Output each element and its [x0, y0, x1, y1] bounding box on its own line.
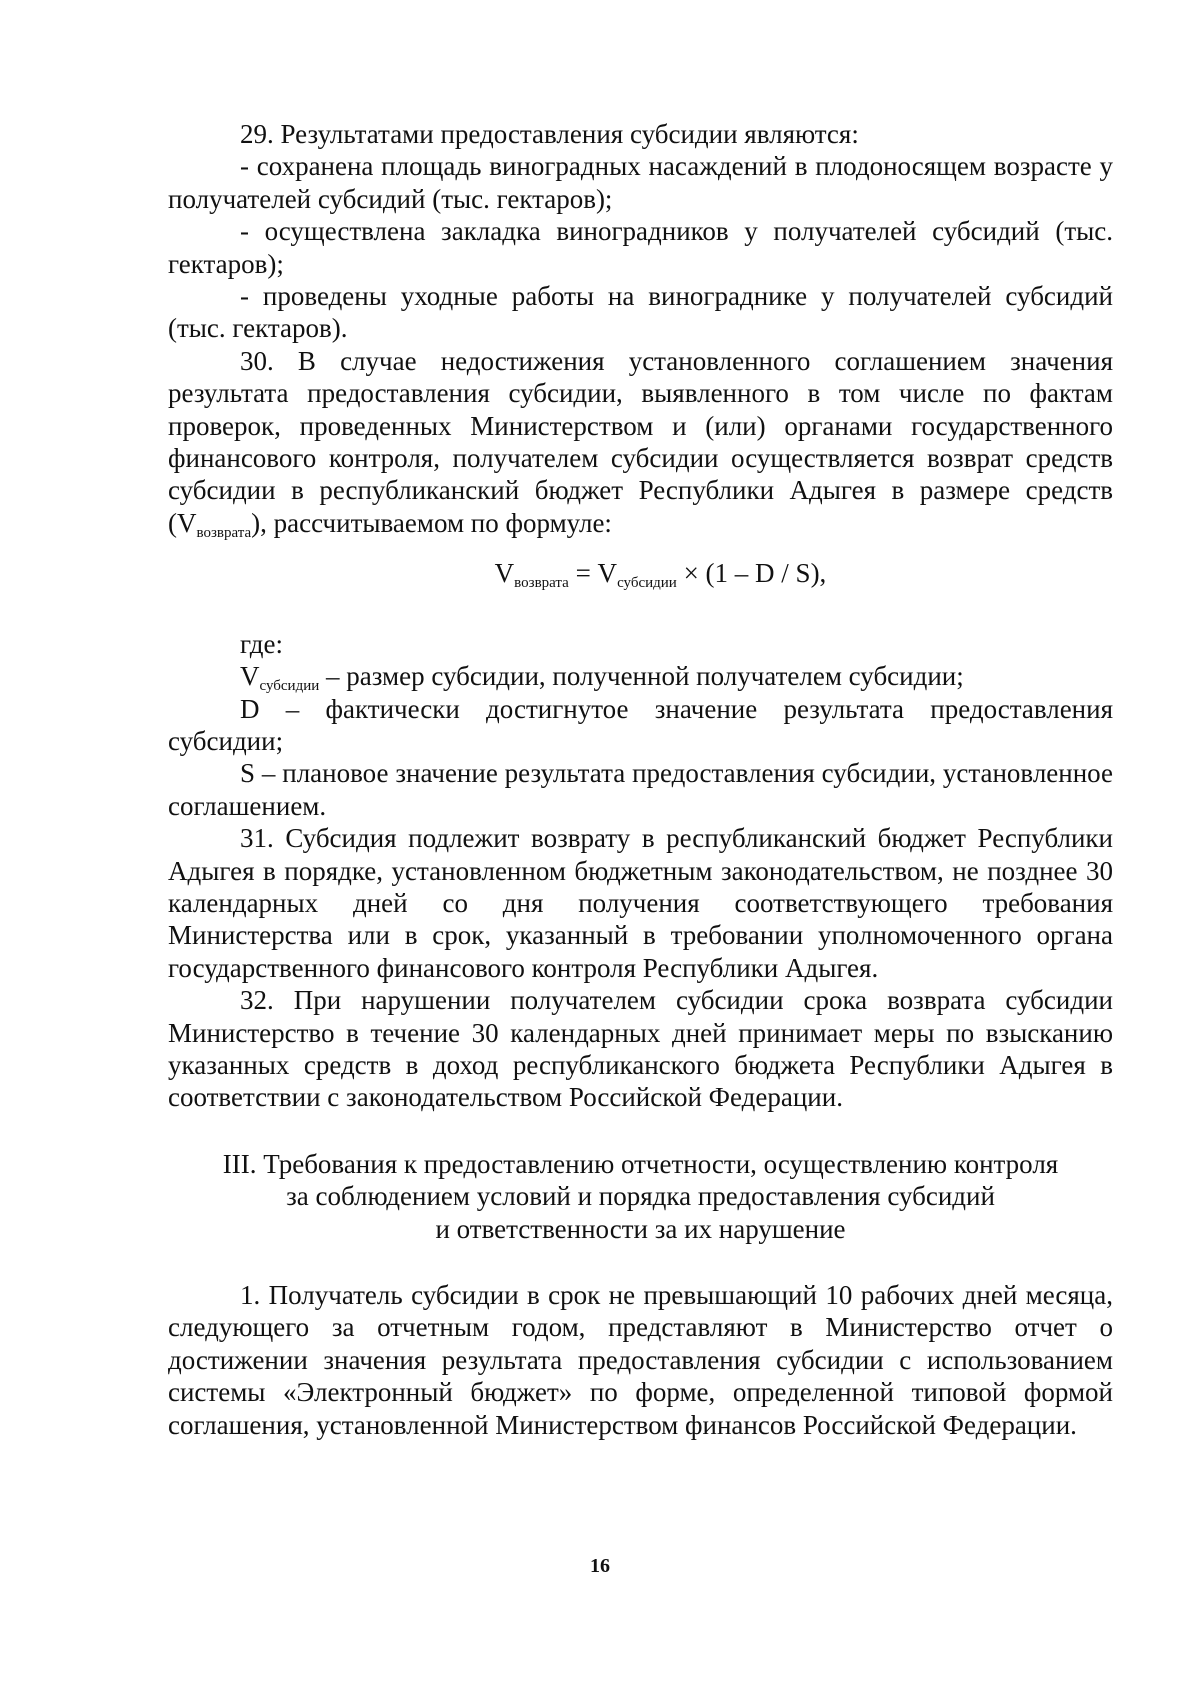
- where-label: где:: [240, 628, 283, 659]
- formula-eq: = V: [568, 558, 618, 589]
- paragraph-29: 29. Результатами предоставления субсидии являются:: [240, 119, 859, 149]
- refund-formula: [168, 557, 1113, 592]
- definition-vsubsidy: [168, 660, 1113, 695]
- section-heading: [168, 1148, 1113, 1245]
- paragraph-30-text: 30. В случае недостижения установленного соглашением значения результата предоставления субсидии, выявленного в том числе по фактам проверок, проведенных Министерством и (или) органами государственного финансового контроля, получателем субсидии осуществляется возврат средств субсидии в республиканский бюджет Республики Адыгея в размере средств (V: [168, 345, 1113, 538]
- section-heading-line-1: III. Требования к предоставлению отчетности, осуществлению контроля: [222, 1148, 1059, 1179]
- formula-v2-subscript: субсидии: [617, 575, 677, 592]
- formula-v1: V: [494, 558, 515, 589]
- document-body: [168, 118, 1113, 1441]
- paragraph-32: 32. При нарушении получателем субсидии срока возврата субсидии Министерство в течение 30 календарных дней принимает меры по взысканию указанных средств в доход республиканского бюджета Республики Адыгея в соответствии с законодательством Российской Федерации.: [168, 985, 1113, 1113]
- page-number: 16: [590, 1555, 610, 1577]
- result-item-2: - осуществлена закладка виноградников у получателей субсидий (тыс. гектаров);: [168, 216, 1113, 279]
- definition-s: S – плановое значение результата предоставления субсидии, установленное соглашением.: [168, 758, 1113, 821]
- formula-v1-subscript: возврата: [514, 575, 569, 592]
- definition-vsubsidy-v: V: [240, 661, 260, 692]
- section-heading-line-2: за соблюдением условий и порядка предоставления субсидий: [286, 1181, 995, 1212]
- result-item-1: - сохранена площадь виноградных насаждений в плодоносящем возрасте у получателей субсидий (тыс. гектаров);: [168, 151, 1113, 214]
- formula-rest: × (1 – D / S),: [676, 558, 827, 589]
- definition-d: D – фактически достигнутое значение результата предоставления субсидии;: [168, 693, 1113, 756]
- paragraph-30: [168, 345, 1113, 539]
- paragraph-31: 31. Субсидия подлежит возврату в республиканский бюджет Республики Адыгея в порядке, установленном бюджетным законодательством, не позднее 30 календарных дней со дня получения соответствующего требования Министерства или в срок, указанный в требовании уполномоченного органа государственного финансового контроля Республики Адыгея.: [168, 823, 1113, 983]
- result-item-3: - проведены уходные работы на винограднике у получателей субсидий (тыс. гектаров).: [168, 281, 1113, 344]
- section-heading-line-3: и ответственности за их нарушение: [435, 1213, 846, 1244]
- paragraph-30-subscript: возврата: [196, 524, 252, 541]
- paragraph-30-tail: ), рассчитываемом по формуле:: [251, 507, 612, 538]
- definition-vsubsidy-text: – размер субсидии, полученной получателем субсидии;: [319, 661, 964, 692]
- definition-vsubsidy-subscript: субсидии: [259, 678, 320, 695]
- paragraph-1: 1. Получатель субсидии в срок не превышающий 10 рабочих дней месяца, следующего за отчетным годом, представляют в Министерство отчет о достижении значения результата предоставления субсидии с использованием системы «Электронный бюджет» по форме, определенной типовой формой соглашения, установленной Министерством финансов Российской Федерации.: [168, 1280, 1113, 1440]
